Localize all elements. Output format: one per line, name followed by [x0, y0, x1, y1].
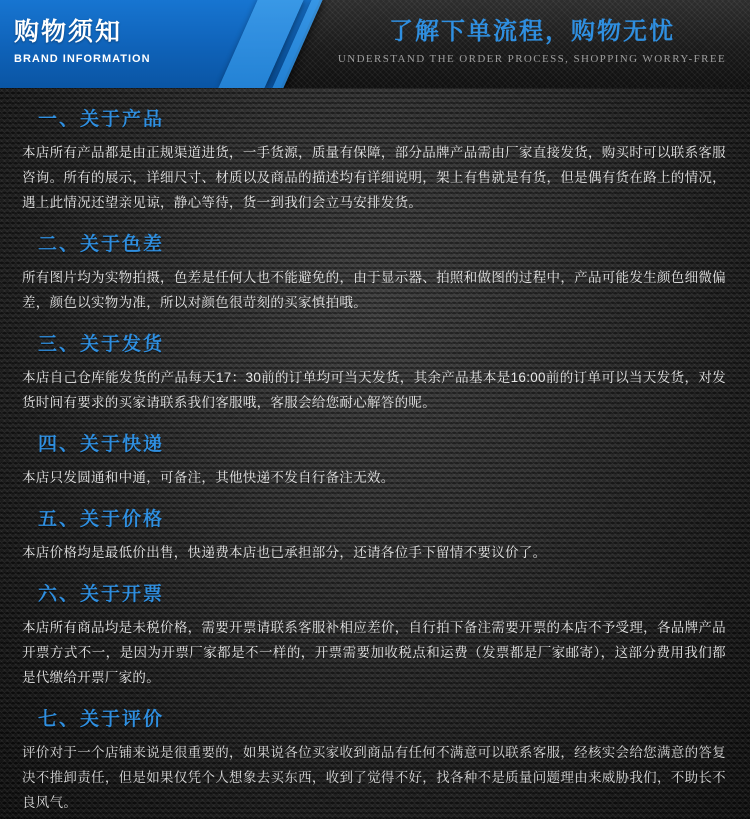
section-body: 本店自己仓库能发货的产品每天17：30前的订单均可当天发货，其余产品基本是16:00前的订单可以当天发货，对发货时间有要求的买家请联系我们客服哦，客服会给您耐心解答的呢。: [22, 370, 726, 410]
banner-text-group: [14, 17, 151, 65]
header-title-cn: 了解下单流程，购物无忧: [389, 18, 675, 45]
page-header: [0, 0, 750, 88]
section-product: [22, 104, 732, 215]
section-title: 七、关于评价: [38, 709, 165, 730]
section-title: 四、关于快递: [38, 434, 165, 455]
section-body: 本店只发圆通和中通，可备注，其他快递不发自行备注无效。: [22, 470, 395, 485]
section-review: [22, 704, 732, 815]
header-title-en: UNDERSTAND THE ORDER PROCESS, SHOPPING WORRY-FREE: [337, 53, 727, 65]
section-title: 六、关于开票: [38, 584, 165, 605]
section-title: 二、关于色差: [38, 234, 165, 255]
section-title: 三、关于发货: [38, 334, 165, 355]
section-shipping: [22, 329, 732, 415]
section-express: [22, 429, 732, 490]
section-body: 所有图片均为实物拍摄，色差是任何人也不能避免的，由于显示器、拍照和做图的过程中，产品可能发生颜色细微偏差，颜色以实物为准，所以对颜色很苛刻的买家慎拍哦。: [22, 270, 726, 310]
section-title: 一、关于产品: [38, 109, 165, 130]
section-body: 本店所有产品都是由正规渠道进货，一手货源，质量有保障，部分品牌产品需由厂家直接发货，购买时可以联系客服咨询。所有的展示，详细尺寸、材质以及商品的描述均有详细说明，架上有售就是有货，但是偶有货在路上的情况，遇上此情况还望亲见谅，静心等待，货一到我们会立马安排发货。: [22, 145, 726, 210]
notice-content: [0, 88, 750, 819]
header-headline-group: [332, 18, 732, 65]
section-body: 评价对于一个店铺来说是很重要的，如果说各位买家收到商品有任何不满意可以联系客服，经核实会给您满意的答复决不推卸责任，但是如果仅凭个人想象去买东西，收到了觉得不好，找各种不是质量问题理由来威胁我们，不助长不良风气。: [22, 745, 726, 810]
section-price: [22, 504, 732, 565]
section-body: 本店所有商品均是未税价格，需要开票请联系客服补相应差价，自行拍下备注需要开票的本店不予受理，各品牌产品开票方式不一，是因为开票厂家都是不一样的，开票需要加收税点和运费（发票都是厂家邮寄），这部分费用我们都是代缴给开票厂家的。: [22, 620, 726, 685]
section-invoice: [22, 579, 732, 690]
banner-title-cn: 购物须知: [14, 18, 123, 46]
section-title: 五、关于价格: [38, 509, 165, 530]
section-body: 本店价格均是最低价出售，快递费本店也已承担部分，还请各位手下留情不要议价了。: [22, 545, 547, 560]
section-color-difference: [22, 229, 732, 315]
banner-title-en: BRAND INFORMATION: [14, 53, 151, 65]
